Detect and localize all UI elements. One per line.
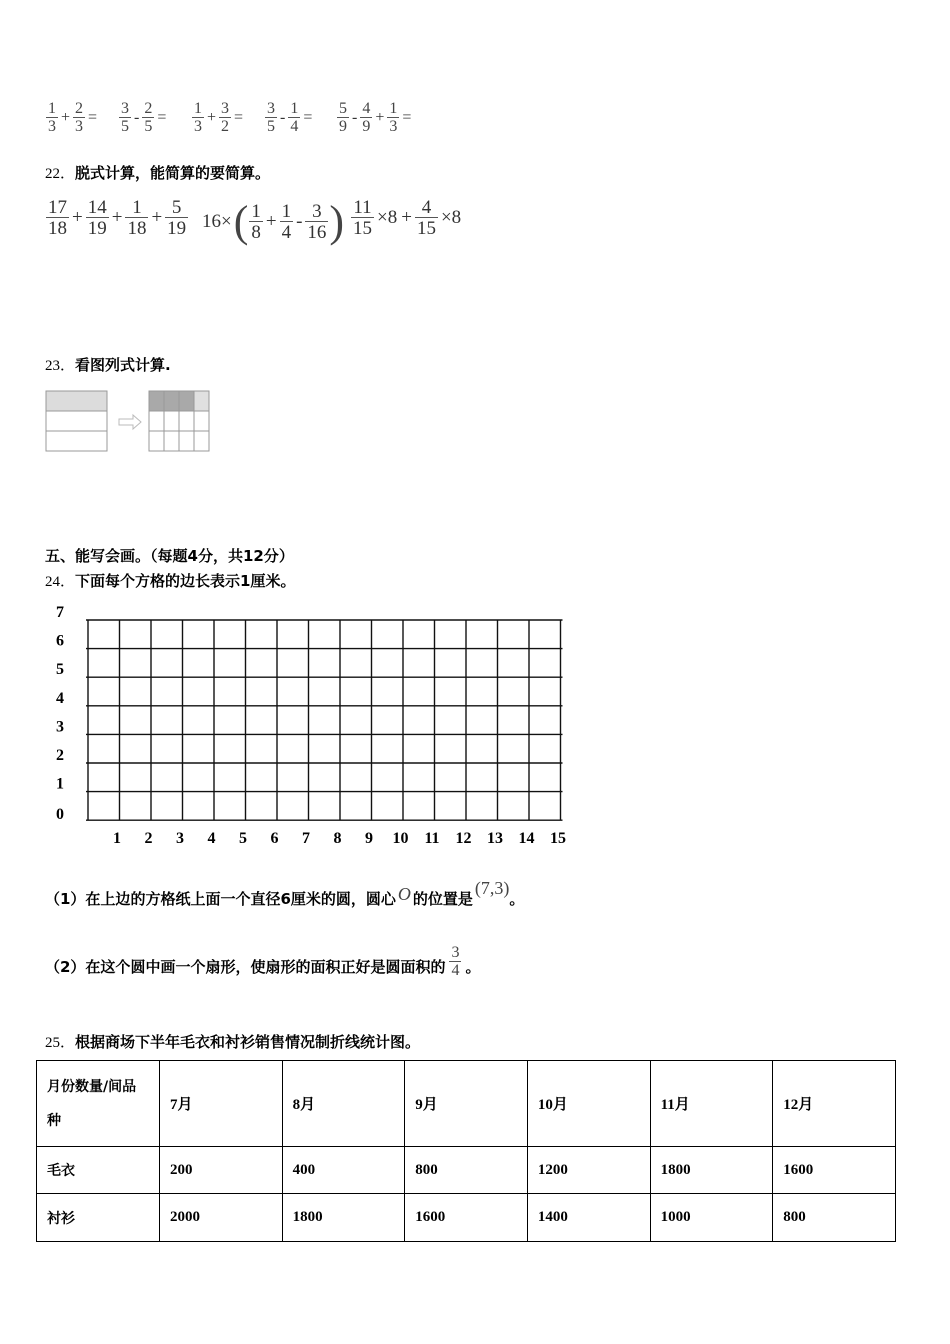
question-number: 22． xyxy=(45,166,76,182)
period: 。 xyxy=(509,890,525,908)
question-title: 看图列式计算. xyxy=(75,356,171,374)
numerator: 3 xyxy=(121,100,129,117)
denominator: 4 xyxy=(451,962,460,979)
q24-grid[interactable] xyxy=(50,605,580,850)
numerator: 17 xyxy=(48,197,67,218)
denominator: 5 xyxy=(144,118,153,135)
y-axis-label: 2 xyxy=(56,747,64,764)
x-axis-label: 6 xyxy=(270,830,279,847)
q25-heading xyxy=(45,1031,420,1052)
denominator: 9 xyxy=(362,118,371,135)
numerator: 1 xyxy=(132,197,142,218)
q24-part1 xyxy=(45,878,525,909)
x-axis-label: 11 xyxy=(424,830,440,847)
numerator: 2 xyxy=(144,100,153,117)
sales-table xyxy=(36,1060,896,1242)
y-axis-label: 0 xyxy=(56,806,64,824)
x-axis-label: 12 xyxy=(455,830,472,847)
q22-expression-2 xyxy=(200,196,344,247)
numerator: 5 xyxy=(171,197,182,218)
right-grid-diagram xyxy=(149,391,209,451)
grid-x-labels xyxy=(113,830,566,847)
grid-lines xyxy=(86,620,563,820)
numerator: 4 xyxy=(362,100,371,117)
month-header: 9月 xyxy=(405,1061,528,1147)
denominator: 9 xyxy=(339,118,347,135)
operator: - xyxy=(134,109,140,126)
center-o-label: O xyxy=(397,884,411,904)
numerator: 5 xyxy=(339,100,347,117)
numerator: 1 xyxy=(281,200,292,222)
center-coordinate: (7,3) xyxy=(474,878,510,898)
denominator: 18 xyxy=(127,218,147,239)
table-cell: 1400 xyxy=(527,1194,650,1242)
question-title: 根据商场下半年毛衣和衬衫销售情况制折线统计图。 xyxy=(75,1033,421,1051)
equals-sign: = xyxy=(234,109,244,126)
y-axis-label: 5 xyxy=(56,661,64,679)
part2-text: （2）在这个圆中画一个扇形，使扇形的面积正好是圆面积的 xyxy=(45,958,446,976)
denominator: 15 xyxy=(353,218,372,239)
x-axis-label: 5 xyxy=(239,830,247,847)
table-cell: 800 xyxy=(405,1147,528,1194)
q21-expression-2 xyxy=(118,101,168,135)
left-parenthesis: ( xyxy=(233,197,249,246)
denominator: 4 xyxy=(290,118,299,135)
x-axis-label: 2 xyxy=(144,830,153,847)
numerator: 1 xyxy=(48,100,56,117)
denominator: 5 xyxy=(267,118,275,135)
denominator: 3 xyxy=(194,118,202,135)
operator: - xyxy=(352,109,358,126)
denominator: 8 xyxy=(251,221,261,243)
table-header-corner xyxy=(37,1061,160,1147)
denominator: 15 xyxy=(416,218,436,239)
table-cell: 1200 xyxy=(527,1147,650,1194)
q22-expression-3 xyxy=(350,198,463,238)
numerator: 3 xyxy=(451,944,460,961)
arrow-right-icon xyxy=(119,415,141,429)
header-line2: 种 xyxy=(47,1112,61,1129)
x-axis-label: 1 xyxy=(113,830,121,847)
month-header: 11月 xyxy=(650,1061,773,1147)
operator: ×8 xyxy=(377,207,398,228)
table-row xyxy=(37,1194,896,1242)
coefficient: 16× xyxy=(202,210,232,232)
q23-fraction-diagram xyxy=(44,389,214,455)
row-label: 衬衫 xyxy=(37,1194,160,1242)
y-axis-label: 4 xyxy=(56,689,64,707)
month-header: 10月 xyxy=(527,1061,650,1147)
y-axis-label: 1 xyxy=(56,775,64,793)
x-axis-label: 4 xyxy=(207,830,216,847)
operator: + xyxy=(151,207,163,228)
table-cell: 800 xyxy=(773,1194,896,1242)
header-line1: 月份数量/间品 xyxy=(47,1078,137,1095)
q21-expression-5 xyxy=(336,101,413,135)
table-row xyxy=(37,1147,896,1194)
q21-expression-3 xyxy=(191,101,245,135)
numerator: 3 xyxy=(221,100,230,117)
numerator: 1 xyxy=(251,200,261,222)
part1-text-mid: 的位置是 xyxy=(412,890,473,908)
x-axis-label: 3 xyxy=(176,830,184,847)
numerator: 3 xyxy=(312,200,322,222)
equals-sign: = xyxy=(303,109,313,126)
operator: ×8 xyxy=(440,207,462,228)
denominator: 16 xyxy=(307,221,327,243)
table-cell: 1600 xyxy=(405,1194,528,1242)
period: 。 xyxy=(465,958,481,976)
denominator: 18 xyxy=(48,218,67,239)
question-number: 25． xyxy=(45,1035,76,1051)
table-cell: 1800 xyxy=(650,1147,773,1194)
denominator: 5 xyxy=(121,118,129,135)
x-axis-label: 15 xyxy=(550,830,566,847)
x-axis-label: 9 xyxy=(365,830,373,847)
operator: + xyxy=(72,207,83,228)
denominator: 3 xyxy=(75,118,84,135)
numerator: 3 xyxy=(267,100,275,117)
denominator: 19 xyxy=(167,218,187,239)
question-number: 23． xyxy=(45,358,76,374)
month-header: 12月 xyxy=(773,1061,896,1147)
y-axis-label: 3 xyxy=(56,718,64,736)
left-bar-diagram xyxy=(46,391,107,451)
numerator: 2 xyxy=(75,100,84,117)
operator: + xyxy=(207,109,217,126)
numerator: 1 xyxy=(290,100,299,117)
operator: - xyxy=(280,109,286,126)
q21-expression-1 xyxy=(45,101,99,135)
numerator: 1 xyxy=(389,100,398,117)
equals-sign: = xyxy=(157,109,167,126)
table-cell: 1000 xyxy=(650,1194,773,1242)
equals-sign: = xyxy=(88,109,98,126)
y-axis-label: 7 xyxy=(56,605,64,621)
section-5-title: 五、能写会画。（每题4分，共12分） xyxy=(45,547,294,565)
question-title: 脱式计算，能简算的要简算。 xyxy=(75,164,271,182)
denominator: 4 xyxy=(281,221,292,243)
x-axis-label: 8 xyxy=(333,830,342,847)
month-header: 8月 xyxy=(282,1061,405,1147)
numerator: 14 xyxy=(87,197,107,218)
operator: + xyxy=(375,109,385,126)
q22-heading xyxy=(45,162,270,183)
q22-expression-1 xyxy=(45,198,189,238)
right-parenthesis: ) xyxy=(329,197,345,246)
table-cell: 1800 xyxy=(282,1194,405,1242)
operator: + xyxy=(401,207,412,228)
y-axis-label: 6 xyxy=(56,632,64,650)
denominator: 2 xyxy=(221,118,230,135)
month-header: 7月 xyxy=(160,1061,283,1147)
three-quarters-fraction xyxy=(449,945,461,979)
operator: + xyxy=(265,210,277,232)
table-cell: 1600 xyxy=(773,1147,896,1194)
denominator: 3 xyxy=(48,118,56,135)
grid-y-labels xyxy=(56,605,64,823)
x-axis-label: 14 xyxy=(518,830,535,847)
table-header-row xyxy=(37,1061,896,1147)
table-cell: 2000 xyxy=(160,1194,283,1242)
operator: + xyxy=(61,109,71,126)
question-number: 24． xyxy=(45,574,76,590)
operator: + xyxy=(111,207,123,228)
numerator: 4 xyxy=(421,197,432,218)
x-axis-label: 10 xyxy=(392,830,409,847)
x-axis-label: 13 xyxy=(487,830,503,847)
q24-heading xyxy=(45,570,295,591)
numerator: 1 xyxy=(194,100,202,117)
numerator: 11 xyxy=(353,197,372,218)
denominator: 19 xyxy=(87,218,107,239)
table-cell: 200 xyxy=(160,1147,283,1194)
row-label: 毛衣 xyxy=(37,1147,160,1194)
q24-part2 xyxy=(45,945,480,979)
q21-expression-4 xyxy=(264,101,314,135)
equals-sign: = xyxy=(402,109,412,126)
q23-heading xyxy=(45,354,171,375)
question-title: 下面每个方格的边长表示1厘米。 xyxy=(75,572,296,590)
part1-text: （1）在上边的方格纸上面一个直径6厘米的圆，圆心 xyxy=(45,890,396,908)
operator: - xyxy=(296,210,303,232)
table-cell: 400 xyxy=(282,1147,405,1194)
x-axis-label: 7 xyxy=(302,830,310,847)
denominator: 3 xyxy=(389,118,398,135)
